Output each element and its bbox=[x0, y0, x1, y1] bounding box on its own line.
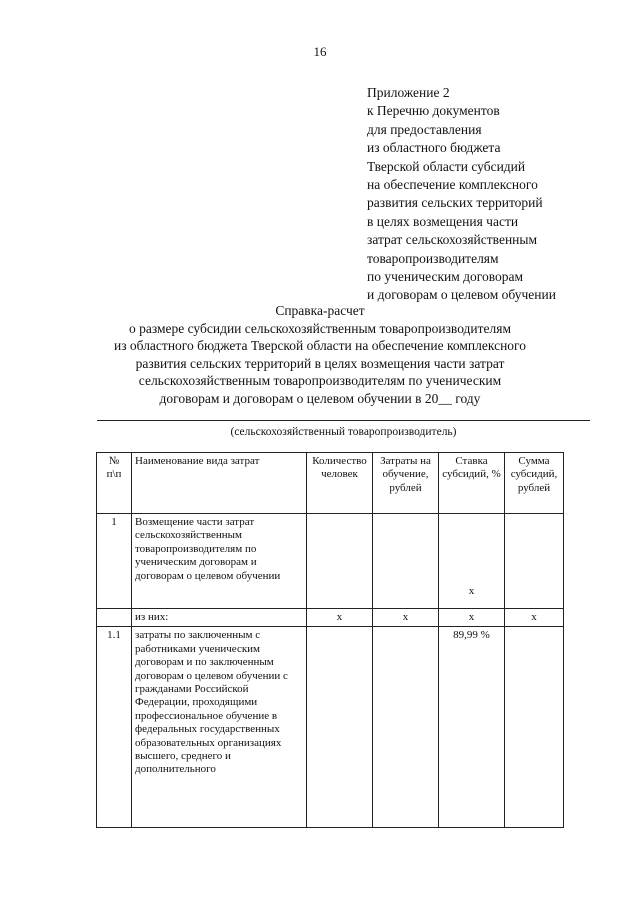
cell-rate: 89,99 % bbox=[439, 627, 505, 828]
header-num: № п\п bbox=[97, 453, 132, 514]
cell-sum: x bbox=[505, 609, 564, 627]
title-line: о размере субсидии сельскохозяйственным товаропроизводителям bbox=[128, 320, 512, 336]
appendix-line: из областного бюджета bbox=[367, 140, 501, 156]
header-rate: Ставка субсидий, % bbox=[439, 453, 505, 514]
table-header-row bbox=[97, 453, 564, 514]
cell-cost bbox=[373, 627, 439, 828]
cell-qty bbox=[307, 514, 373, 609]
cell-num bbox=[97, 609, 132, 627]
cell-rate: x bbox=[439, 514, 505, 609]
title-line: развития сельских территорий в целях возмещения части затрат bbox=[135, 355, 505, 371]
table-row bbox=[97, 627, 564, 828]
title-line: из областного бюджета Тверской области на обеспечение комплексного bbox=[113, 338, 526, 354]
cell-name: затраты по заключенным с работниками ученическим договорам и по заключенным договорам о целевом обучении с гражданами Российской Федерации, проходящими профессиональное обучение в федеральных государственных образовательных организациях высшего, среднего и дополнительного bbox=[132, 627, 307, 828]
appendix-line: Приложение 2 bbox=[367, 85, 450, 100]
cell-cost: x bbox=[373, 609, 439, 627]
appendix-line: затрат сельскохозяйственным bbox=[367, 232, 538, 248]
subsidy-calculation-table bbox=[96, 452, 564, 828]
appendix-line: для предоставления bbox=[367, 121, 482, 137]
cell-name: из них: bbox=[132, 609, 307, 627]
cell-num: 1 bbox=[97, 514, 132, 609]
cell-qty: x bbox=[307, 609, 373, 627]
title-line: сельскохозяйственным товаропроизводителям по ученическим bbox=[138, 373, 502, 389]
table-row bbox=[97, 514, 564, 609]
cell-sum bbox=[505, 627, 564, 828]
appendix-line: к Перечню документов bbox=[367, 103, 500, 119]
title-line: Справка-расчет bbox=[275, 303, 365, 318]
title-line: договорам и договорам о целевом обучении в 20__ году bbox=[159, 390, 481, 406]
appendix-header bbox=[367, 84, 556, 305]
cell-rate: x bbox=[439, 609, 505, 627]
header-name: Наименование вида затрат bbox=[132, 453, 307, 514]
cell-name: Возмещение части затрат сельскохозяйственным товаропроизводителям по ученическим договорам и договорам о целевом обучении bbox=[132, 514, 307, 609]
header-sum: Сумма субсидий, рублей bbox=[505, 453, 564, 514]
page-number: 16 bbox=[313, 44, 327, 59]
cell-num: 1.1 bbox=[97, 627, 132, 828]
appendix-line: развития сельских территорий bbox=[367, 195, 543, 211]
appendix-line: товаропроизводителям bbox=[367, 250, 499, 266]
producer-caption: (сельскохозяйственный товаропроизводитель) bbox=[230, 426, 457, 438]
appendix-line: на обеспечение комплексного bbox=[367, 177, 538, 193]
appendix-line: по ученическим договорам bbox=[367, 269, 524, 285]
appendix-line: Тверской области субсидий bbox=[367, 158, 526, 174]
producer-name-line bbox=[97, 420, 590, 421]
cell-sum bbox=[505, 514, 564, 609]
cell-qty bbox=[307, 627, 373, 828]
header-qty: Количество человек bbox=[307, 453, 373, 514]
header-cost: Затраты на обучение, рублей bbox=[373, 453, 439, 514]
table-row bbox=[97, 609, 564, 627]
appendix-line: и договорам о целевом обучении bbox=[367, 287, 556, 303]
appendix-line: в целях возмещения части bbox=[367, 213, 519, 229]
cell-cost bbox=[373, 514, 439, 609]
document-title bbox=[90, 302, 550, 408]
